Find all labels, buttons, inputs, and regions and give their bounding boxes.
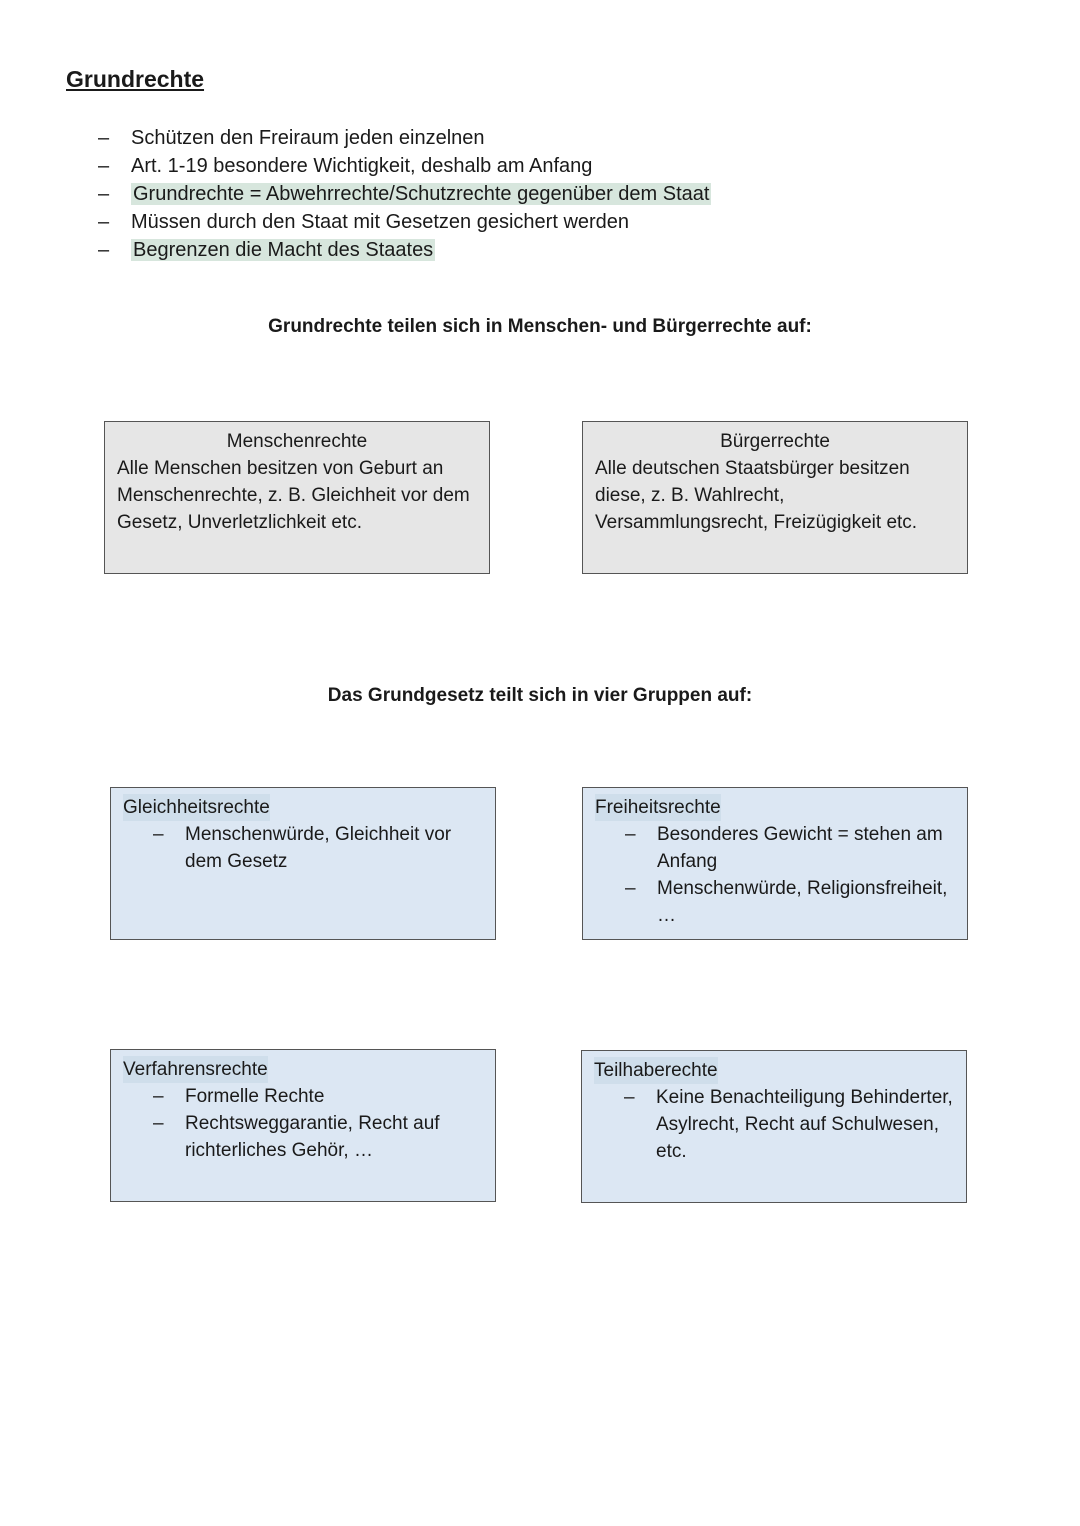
list-item: – Keine Benachteiligung Behinderter, Asylrecht, Recht auf Schulwesen, etc. [624, 1087, 953, 1162]
bullet-text-highlighted: Grundrechte = Abwehrrechte/Schutzrechte gegenüber dem Staat [133, 183, 710, 205]
teilhaberechte-label: Teilhaberechte [594, 1057, 718, 1084]
list-item: – Grundrechte = Abwehrrechte/Schutzrechte gegenüber dem Staat [98, 183, 710, 205]
buergerrechte-title: Bürgerrechte [720, 431, 830, 452]
list-item: – Menschenwürde, Religionsfreiheit, … [625, 878, 948, 926]
page-title: Grundrechte [66, 66, 205, 92]
buergerrechte-box [582, 421, 968, 574]
verfahrensrechte-box [110, 1049, 496, 1202]
buergerrechte-body: Alle deutschen Staatsbürger besitzen diese, z. B. Wahlrecht, Versammlungsrecht, Freizügigkeit etc. [595, 458, 918, 533]
freiheitsrechte-box [582, 787, 968, 940]
list-item: – Rechtsweggarantie, Recht auf richterliches Gehör, … [153, 1113, 440, 1161]
bullet-text-highlighted: Begrenzen die Macht des Staates [133, 239, 434, 261]
bullet-list [98, 124, 711, 264]
menschenrechte-box [104, 421, 490, 574]
section-heading-rights: Grundrechte teilen sich in Menschen- und Bürgerrechte auf: [268, 316, 812, 337]
gleichheitsrechte-box [110, 787, 496, 940]
list-item: – Formelle Rechte [153, 1086, 325, 1107]
section-heading-groups: Das Grundgesetz teilt sich in vier Gruppen auf: [327, 685, 753, 706]
list-item: – Art. 1-19 besondere Wichtigkeit, deshalb am Anfang [98, 155, 593, 177]
menschenrechte-body: Alle Menschen besitzen von Geburt an Menschenrechte, z. B. Gleichheit vor dem Gesetz, Unverletzlichkeit etc. [117, 458, 470, 533]
list-item: – Schützen den Freiraum jeden einzelnen [98, 127, 485, 149]
verfahrensrechte-label: Verfahrensrechte [123, 1056, 268, 1083]
teilhaberechte-box [581, 1050, 967, 1203]
menschenrechte-title: Menschenrechte [226, 431, 368, 452]
bullet-text: Art. 1-19 besondere Wichtigkeit, deshalb am Anfang [131, 155, 593, 177]
bullet-text: Schützen den Freiraum jeden einzelnen [131, 127, 485, 149]
list-item: – Menschenwürde, Gleichheit vor dem Gesetz [153, 824, 452, 872]
freiheitsrechte-label: Freiheitsrechte [595, 794, 721, 821]
bullet-text: Müssen durch den Staat mit Gesetzen gesichert werden [131, 211, 630, 233]
list-item: – Begrenzen die Macht des Staates [98, 239, 434, 261]
list-item: – Müssen durch den Staat mit Gesetzen gesichert werden [98, 211, 630, 233]
gleichheitsrechte-label: Gleichheitsrechte [123, 794, 270, 821]
list-item: – Besonderes Gewicht = stehen am Anfang [625, 824, 943, 872]
